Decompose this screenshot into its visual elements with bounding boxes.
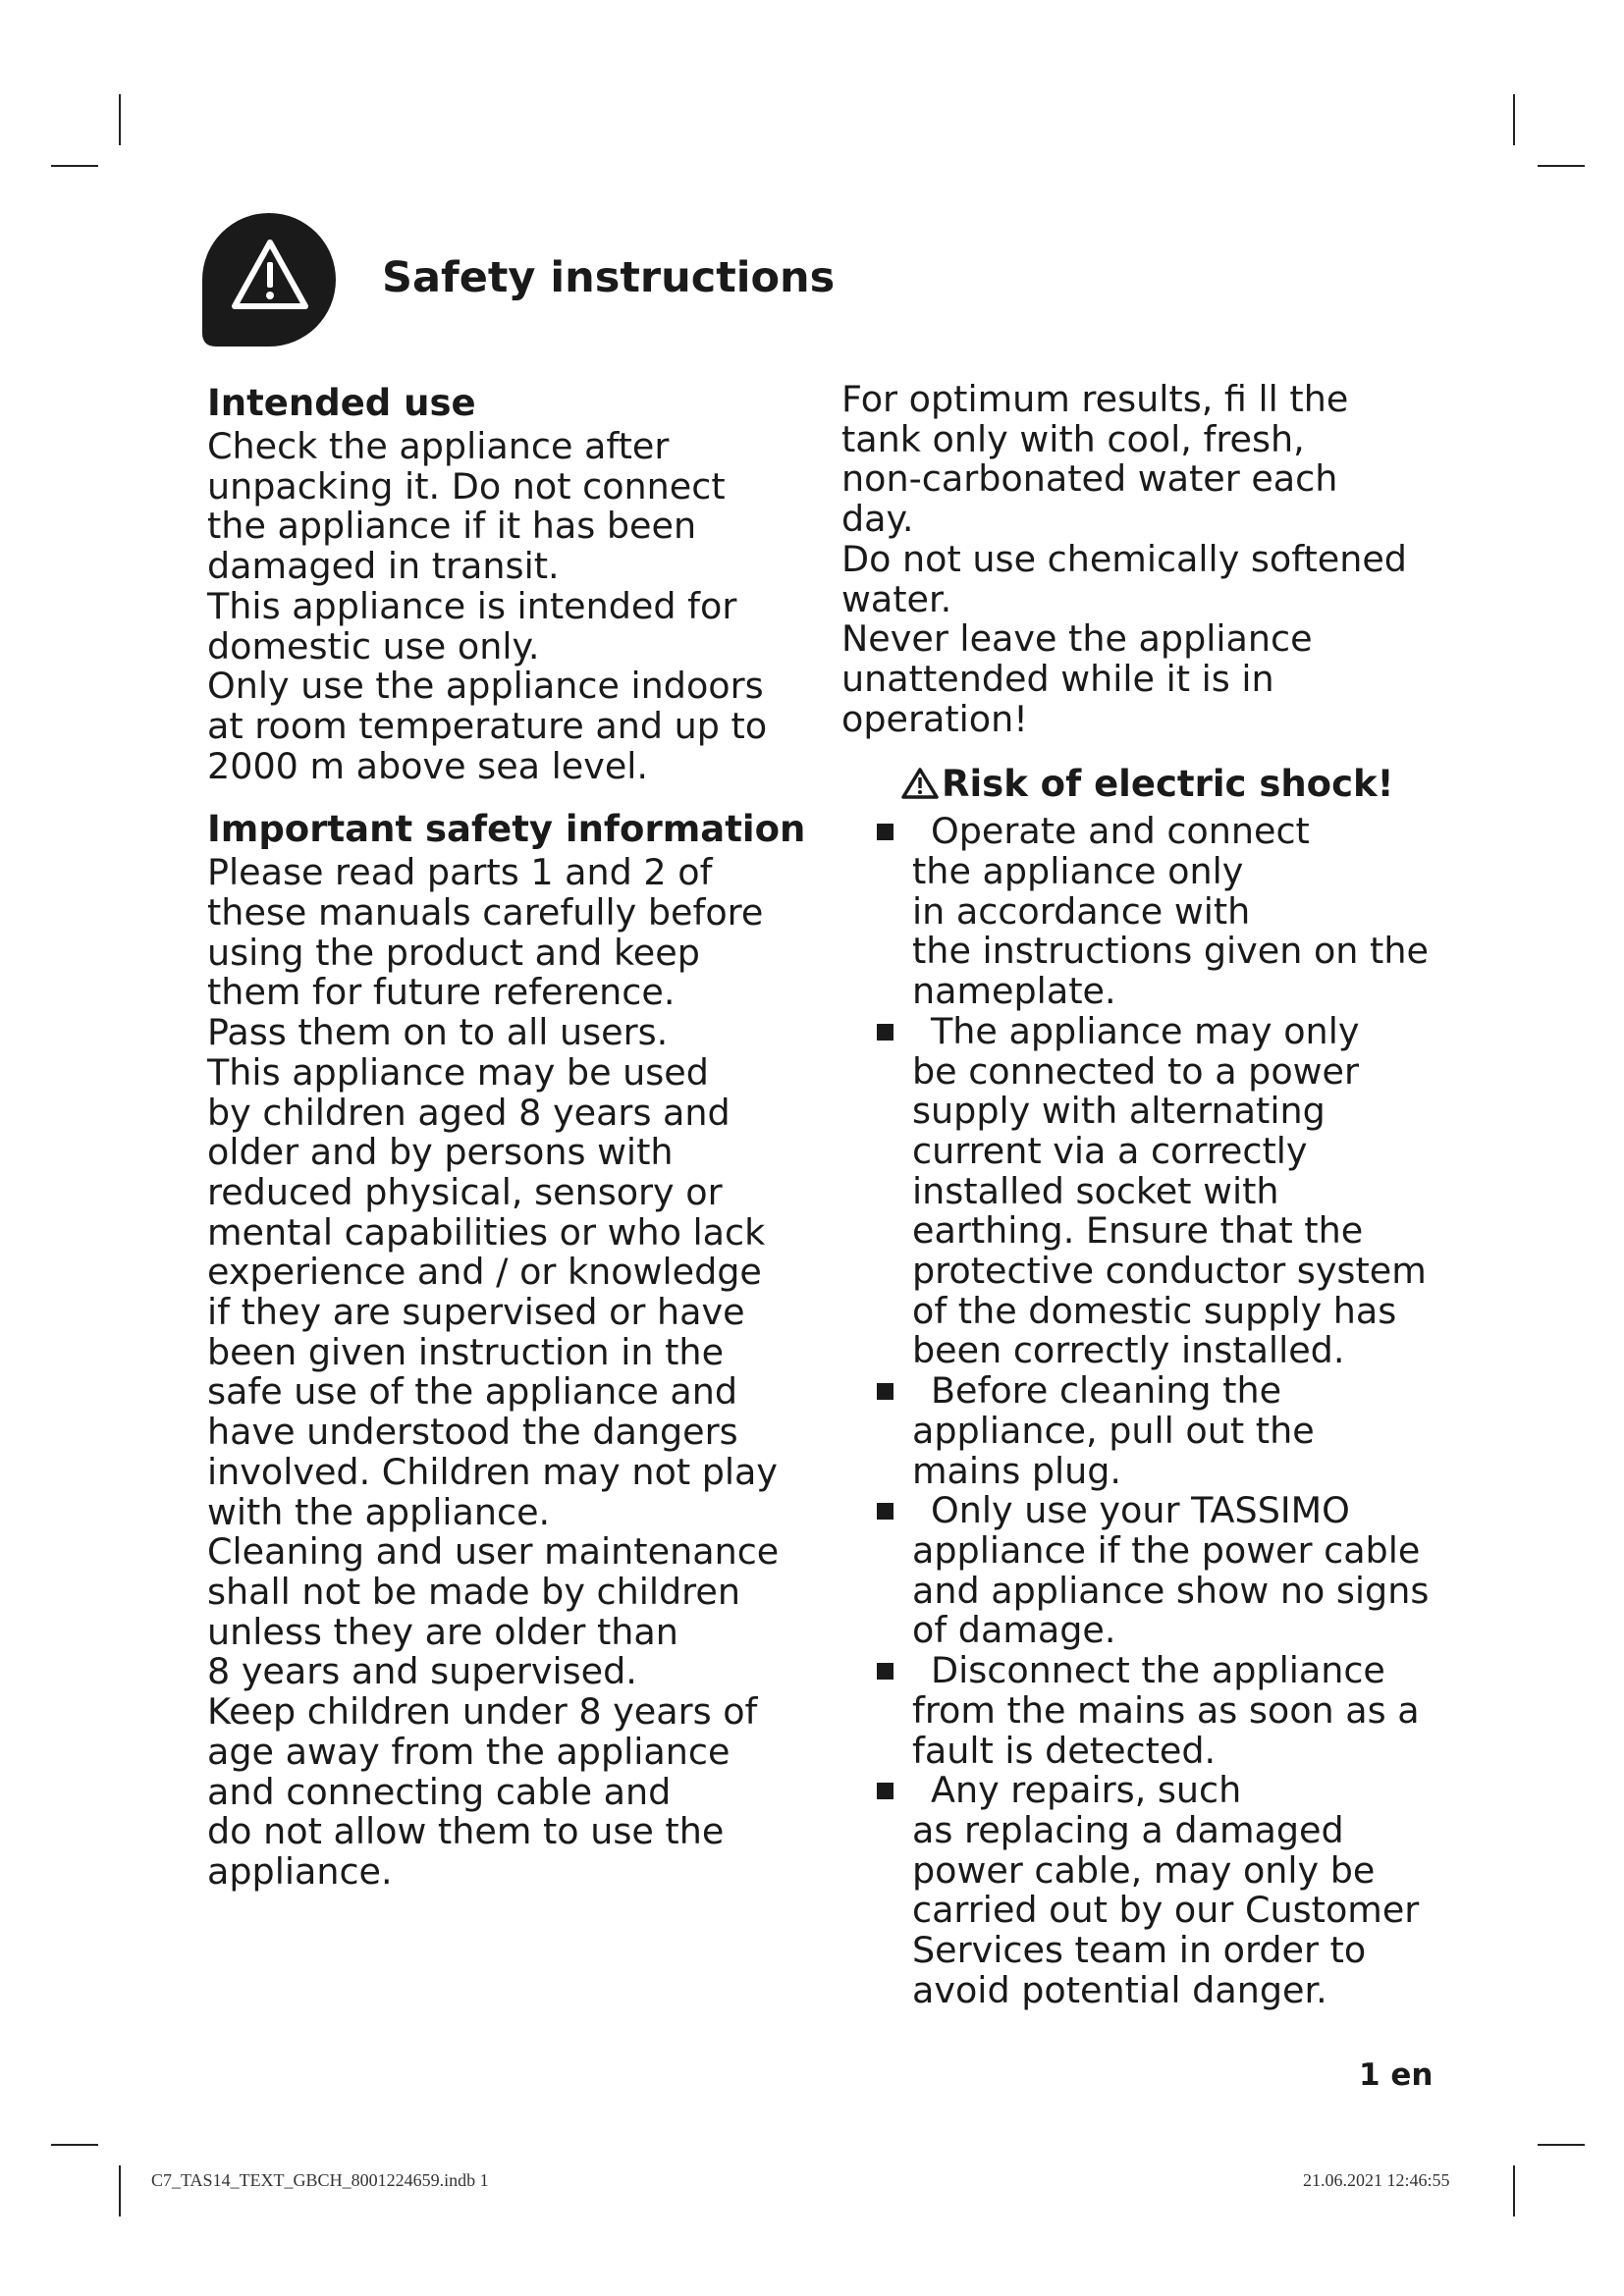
text-line: protective conductor system [912, 1250, 1427, 1293]
important-safety-heading: Important safety information [207, 808, 806, 851]
text-line: reduced physical, sensory or [207, 1170, 723, 1213]
crop-mark [119, 94, 121, 145]
text-line: as replacing a damaged [912, 1808, 1344, 1851]
text-line: appliance if the power cable [912, 1528, 1421, 1572]
crop-mark [51, 165, 98, 167]
text-line: Any repairs, such [931, 1769, 1242, 1812]
text-line: be connected to a power [912, 1049, 1359, 1093]
usage-notes [841, 380, 1470, 739]
text-line: carried out by our Customer [912, 1889, 1420, 1932]
text-line: damaged in transit. [207, 545, 560, 588]
text-line: have understood the dangers [207, 1411, 738, 1454]
text-line: the appliance if it has been [207, 505, 697, 548]
text-line: been correctly installed. [912, 1329, 1345, 1372]
crop-mark [1513, 94, 1515, 145]
text-line: appliance, pull out the [912, 1409, 1315, 1452]
text-line: fault is detected. [912, 1729, 1217, 1772]
text-line: of the domestic supply has [912, 1289, 1397, 1332]
text-line: of damage. [912, 1609, 1116, 1652]
text-line: safe use of the appliance and [207, 1370, 738, 1414]
warning-bullet-list [877, 812, 1470, 2010]
text-line: Only use the appliance indoors [207, 665, 764, 708]
right-column [841, 380, 1470, 2010]
bullet-square-icon [877, 1383, 893, 1400]
text-line: Operate and connect [931, 810, 1310, 853]
list-item [912, 1009, 1470, 1372]
text-line: day. [841, 498, 914, 541]
text-line: non-carbonated water each [841, 457, 1338, 501]
text-line: unpacking it. Do not connect [207, 464, 726, 507]
list-item [912, 1371, 1470, 1491]
left-column [207, 380, 816, 1893]
text-line: the appliance only [912, 850, 1244, 893]
text-line: do not allow them to use the [207, 1810, 725, 1853]
warning-triangle-small-icon [900, 765, 940, 812]
text-line: This appliance is intended for [207, 584, 737, 627]
footer-timestamp: 21.06.2021 12:46:55 [1303, 2170, 1450, 2190]
crop-mark [1538, 165, 1585, 167]
text-line: current via a correctly [912, 1129, 1308, 1172]
text-line: Do not use chemically softened [841, 537, 1407, 580]
electric-shock-warning-heading [900, 761, 1470, 812]
text-line: mental capabilities or who lack [207, 1210, 766, 1254]
text-line: by children aged 8 years and [207, 1091, 731, 1134]
crop-mark [51, 2144, 98, 2146]
text-line: domestic use only. [207, 624, 540, 667]
intended-use-text [207, 427, 816, 786]
text-line: and connecting cable and [207, 1770, 672, 1813]
text-line: appliance. [207, 1849, 393, 1893]
text-line: them for future reference. [207, 971, 676, 1014]
text-line: For optimum results, fi ll the [841, 378, 1349, 420]
text-line: with the appliance. [207, 1490, 551, 1533]
text-line: involved. Children may not play [207, 1450, 779, 1493]
intended-use-heading: Intended use [207, 382, 476, 424]
warning-heading-text: Risk of electric shock! [942, 763, 1394, 806]
text-line: experience and / or knowledge [207, 1251, 762, 1294]
page-number: 1 en [1359, 2057, 1434, 2093]
text-line: age away from the appliance [207, 1730, 731, 1773]
text-line: using the product and keep [207, 931, 700, 974]
text-line: Cleaning and user maintenance [207, 1530, 780, 1574]
text-line: 8 years and supervised. [207, 1650, 637, 1693]
text-line: Services team in order to [912, 1929, 1367, 1972]
text-line: shall not be made by children [207, 1570, 740, 1613]
text-line: unless they are older than [207, 1610, 678, 1653]
text-line: and appliance show no signs [912, 1569, 1430, 1612]
text-line: operation! [841, 697, 1028, 740]
bullet-square-icon [877, 1024, 893, 1041]
text-line: at room temperature and up to [207, 704, 768, 747]
text-line: unattended while it is in [841, 657, 1274, 700]
text-line: Please read parts 1 and 2 of [207, 851, 713, 894]
text-line: earthing. Ensure that the [912, 1209, 1364, 1253]
important-safety-text [207, 853, 816, 1892]
text-line: if they are supervised or have [207, 1291, 745, 1334]
crop-mark [119, 2165, 121, 2216]
text-line: the instructions given on the [912, 930, 1429, 973]
text-line: in accordance with [912, 889, 1251, 933]
text-line: nameplate. [912, 970, 1116, 1013]
text-line: Pass them on to all users. [207, 1011, 669, 1054]
text-line: Check the appliance after [207, 425, 670, 467]
list-item [912, 1491, 1470, 1651]
text-line: 2000 m above sea level. [207, 744, 649, 787]
list-item [912, 812, 1470, 1012]
text-line: these manuals carefully before [207, 891, 764, 934]
warning-triangle-icon [202, 213, 338, 347]
bullet-square-icon [877, 1663, 893, 1680]
text-line: been given instruction in the [207, 1330, 725, 1373]
list-item [912, 1651, 1470, 1771]
crop-mark [1538, 2144, 1585, 2146]
text-line: older and by persons with [207, 1131, 674, 1174]
text-line: Disconnect the appliance [931, 1649, 1385, 1692]
bullet-square-icon [877, 824, 893, 840]
text-line: power cable, may only be [912, 1848, 1376, 1892]
page-title: Safety instructions [382, 253, 836, 302]
text-line: mains plug. [912, 1449, 1122, 1492]
text-line: supply with alternating [912, 1090, 1326, 1133]
text-line: This appliance may be used [207, 1050, 709, 1094]
text-line: Never leave the appliance [841, 617, 1313, 661]
text-line: Keep children under 8 years of [207, 1690, 758, 1734]
text-line: tank only with cool, fresh, [841, 417, 1305, 460]
bullet-square-icon [877, 1783, 893, 1799]
text-line: The appliance may only [931, 1009, 1360, 1052]
text-line: installed socket with [912, 1169, 1279, 1212]
footer-file-name: C7_TAS14_TEXT_GBCH_8001224659.indb 1 [151, 2170, 489, 2190]
list-item [912, 1771, 1470, 2010]
text-line: avoid potential danger. [912, 1968, 1327, 2011]
bullet-square-icon [877, 1503, 893, 1520]
text-line: Only use your TASSIMO [931, 1489, 1350, 1532]
text-line: water. [841, 577, 952, 620]
text-line: from the mains as soon as a [912, 1688, 1420, 1732]
crop-mark [1513, 2165, 1515, 2216]
text-line: Before cleaning the [931, 1369, 1282, 1413]
